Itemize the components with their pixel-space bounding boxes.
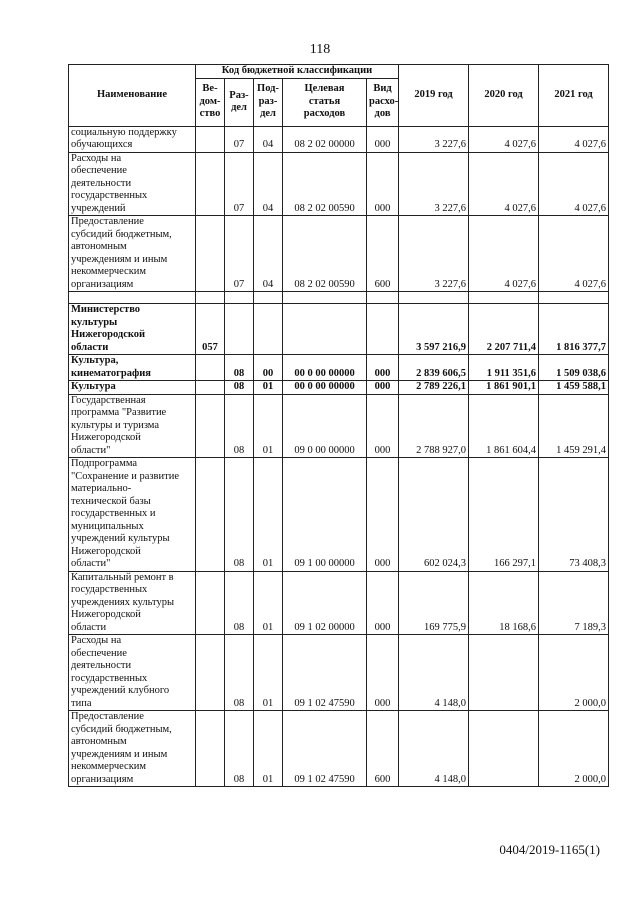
cell-celevaya: 09 1 02 47590 — [283, 635, 367, 711]
cell-ved — [196, 292, 225, 304]
cell-celevaya: 08 2 02 00590 — [283, 216, 367, 292]
cell-2021: 4 027,6 — [539, 216, 609, 292]
header-classification-group: Код бюджетной классификации — [196, 65, 399, 79]
cell-celevaya: 09 1 02 00000 — [283, 571, 367, 635]
cell-2019: 3 227,6 — [399, 126, 469, 152]
cell-ved — [196, 355, 225, 381]
cell-2020: 1 861 901,1 — [469, 381, 539, 395]
cell-2019: 4 148,0 — [399, 635, 469, 711]
table-row — [69, 458, 609, 572]
header-2021: 2021 год — [539, 65, 609, 127]
header-ved: Ве- дом- ство — [196, 78, 225, 126]
table-row — [69, 355, 609, 381]
cell-celevaya: 00 0 00 00000 — [283, 381, 367, 395]
cell-podrazdel: 01 — [254, 381, 283, 395]
cell-name: социальную поддержку обучающихся — [69, 126, 196, 152]
cell-podrazdel: 01 — [254, 394, 283, 458]
cell-vid — [367, 304, 399, 355]
cell-2019 — [399, 292, 469, 304]
cell-ved — [196, 635, 225, 711]
cell-podrazdel: 04 — [254, 216, 283, 292]
cell-2019: 2 789 226,1 — [399, 381, 469, 395]
cell-razdel: 08 — [225, 394, 254, 458]
cell-vid: 600 — [367, 216, 399, 292]
table-row — [69, 711, 609, 787]
cell-razdel: 07 — [225, 216, 254, 292]
cell-name: Расходы на обеспечение деятельности государственных учреждений — [69, 152, 196, 216]
cell-name: Культура — [69, 381, 196, 395]
cell-2019: 3 227,6 — [399, 152, 469, 216]
cell-name: Предоставление субсидий бюджетным, автономным учреждениям и иным некоммерческим организациям — [69, 216, 196, 292]
cell-razdel — [225, 304, 254, 355]
cell-name: Расходы на обеспечение деятельности государственных учреждений клубного типа — [69, 635, 196, 711]
cell-ved — [196, 458, 225, 572]
table-row — [69, 304, 609, 355]
cell-razdel: 07 — [225, 152, 254, 216]
header-2020: 2020 год — [469, 65, 539, 127]
cell-2020: 4 027,6 — [469, 216, 539, 292]
cell-2021: 1 459 588,1 — [539, 381, 609, 395]
cell-podrazdel: 01 — [254, 711, 283, 787]
cell-podrazdel: 01 — [254, 571, 283, 635]
cell-vid: 000 — [367, 394, 399, 458]
cell-2019: 3 597 216,9 — [399, 304, 469, 355]
cell-vid: 000 — [367, 635, 399, 711]
cell-vid — [367, 292, 399, 304]
cell-ved — [196, 126, 225, 152]
cell-2019: 2 839 606,5 — [399, 355, 469, 381]
cell-2021: 2 000,0 — [539, 711, 609, 787]
cell-celevaya: 09 1 02 47590 — [283, 711, 367, 787]
cell-2021: 1 816 377,7 — [539, 304, 609, 355]
cell-podrazdel: 01 — [254, 458, 283, 572]
cell-2021: 2 000,0 — [539, 635, 609, 711]
cell-2020: 2 207 711,4 — [469, 304, 539, 355]
cell-razdel: 08 — [225, 355, 254, 381]
cell-2021: 1 509 038,6 — [539, 355, 609, 381]
cell-ved — [196, 711, 225, 787]
cell-name: Предоставление субсидий бюджетным, автономным учреждениям и иным некоммерческим организациям — [69, 711, 196, 787]
cell-ved — [196, 571, 225, 635]
header-name: Наименование — [69, 65, 196, 127]
cell-celevaya — [283, 292, 367, 304]
cell-name: Культура, кинематография — [69, 355, 196, 381]
cell-vid: 600 — [367, 711, 399, 787]
cell-2021: 1 459 291,4 — [539, 394, 609, 458]
cell-podrazdel: 01 — [254, 635, 283, 711]
cell-celevaya: 09 1 00 00000 — [283, 458, 367, 572]
cell-celevaya — [283, 304, 367, 355]
cell-name: Подпрограмма "Сохранение и развитие материально- технической базы государственных и муниципальных учреждений культуры Нижегородской области" — [69, 458, 196, 572]
cell-razdel — [225, 292, 254, 304]
cell-razdel: 08 — [225, 711, 254, 787]
cell-2020: 4 027,6 — [469, 126, 539, 152]
cell-2019: 3 227,6 — [399, 216, 469, 292]
cell-vid: 000 — [367, 381, 399, 395]
cell-vid: 000 — [367, 571, 399, 635]
cell-podrazdel: 00 — [254, 355, 283, 381]
cell-podrazdel: 04 — [254, 152, 283, 216]
cell-celevaya: 08 2 02 00000 — [283, 126, 367, 152]
cell-2020 — [469, 711, 539, 787]
table-row — [69, 635, 609, 711]
cell-name — [69, 292, 196, 304]
cell-2020 — [469, 635, 539, 711]
budget-table — [68, 64, 609, 787]
cell-razdel: 08 — [225, 635, 254, 711]
cell-vid: 000 — [367, 152, 399, 216]
cell-ved — [196, 216, 225, 292]
table-body — [69, 126, 609, 787]
cell-2019: 4 148,0 — [399, 711, 469, 787]
cell-vid: 000 — [367, 458, 399, 572]
page-number: 118 — [309, 42, 331, 57]
cell-2019: 2 788 927,0 — [399, 394, 469, 458]
cell-vid: 000 — [367, 355, 399, 381]
cell-2020 — [469, 292, 539, 304]
cell-podrazdel — [254, 304, 283, 355]
table-header — [69, 65, 609, 127]
cell-razdel: 08 — [225, 571, 254, 635]
cell-2021: 4 027,6 — [539, 126, 609, 152]
header-vid: Вид расхо- дов — [367, 78, 399, 126]
cell-2020: 166 297,1 — [469, 458, 539, 572]
document-code: 0404/2019-1165(1) — [499, 842, 600, 857]
header-podrazdel: Под- раз- дел — [254, 78, 283, 126]
cell-ved — [196, 394, 225, 458]
table-row-spacer — [69, 292, 609, 304]
cell-name: Государственная программа "Развитие культуры и туризма Нижегородской области" — [69, 394, 196, 458]
cell-2021: 4 027,6 — [539, 152, 609, 216]
cell-2021: 7 189,3 — [539, 571, 609, 635]
cell-name: Капитальный ремонт в государственных учреждениях культуры Нижегородской области — [69, 571, 196, 635]
cell-ved: 057 — [196, 304, 225, 355]
cell-razdel: 08 — [225, 458, 254, 572]
cell-2019: 169 775,9 — [399, 571, 469, 635]
table-row — [69, 126, 609, 152]
cell-2020: 1 911 351,6 — [469, 355, 539, 381]
cell-2020: 4 027,6 — [469, 152, 539, 216]
table-row — [69, 216, 609, 292]
cell-podrazdel — [254, 292, 283, 304]
table-row — [69, 394, 609, 458]
cell-2021 — [539, 292, 609, 304]
cell-celevaya: 00 0 00 00000 — [283, 355, 367, 381]
cell-razdel: 08 — [225, 381, 254, 395]
cell-2020: 1 861 604,4 — [469, 394, 539, 458]
cell-vid: 000 — [367, 126, 399, 152]
header-celevaya: Целевая статья расходов — [283, 78, 367, 126]
table-row — [69, 381, 609, 395]
cell-ved — [196, 381, 225, 395]
cell-razdel: 07 — [225, 126, 254, 152]
cell-celevaya: 08 2 02 00590 — [283, 152, 367, 216]
cell-name: Министерство культуры Нижегородской области — [69, 304, 196, 355]
table-row — [69, 571, 609, 635]
cell-podrazdel: 04 — [254, 126, 283, 152]
header-razdel: Раз- дел — [225, 78, 254, 126]
cell-celevaya: 09 0 00 00000 — [283, 394, 367, 458]
cell-2021: 73 408,3 — [539, 458, 609, 572]
cell-2019: 602 024,3 — [399, 458, 469, 572]
header-2019: 2019 год — [399, 65, 469, 127]
cell-ved — [196, 152, 225, 216]
cell-2020: 18 168,6 — [469, 571, 539, 635]
table-row — [69, 152, 609, 216]
